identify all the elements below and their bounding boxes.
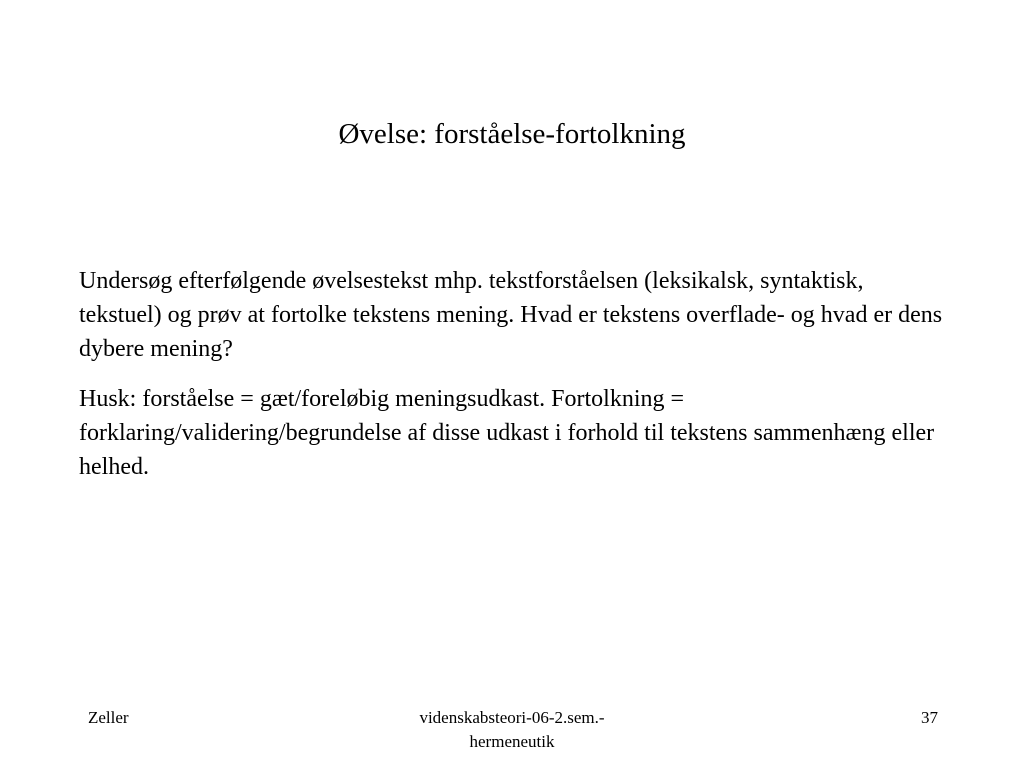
footer-author: Zeller [88,708,129,727]
slide-title: Øvelse: forståelse-fortolkning [338,118,686,150]
footer-course-line-1: videnskabsteori-06-2.sem.- [419,708,605,727]
slide-body [79,264,949,500]
footer-course [362,706,662,754]
body-paragraph-2: Husk: forståelse = gæt/foreløbig meningsudkast. Fortolkning = forklaring/validering/begrundelse af disse udkast i forhold til tekstens sammenhæng eller helhed. [79,386,935,480]
footer-course-line-2: hermeneutik [469,732,555,751]
footer-page-number: 37 [921,708,938,727]
body-paragraph-1: Undersøg efterfølgende øvelsestekst mhp. tekstforståelsen (leksikalsk, syntaktisk, tekstuel) og prøv at fortolke tekstens mening. Hvad er tekstens overflade- og hvad er dens dybere mening? [79,268,943,362]
